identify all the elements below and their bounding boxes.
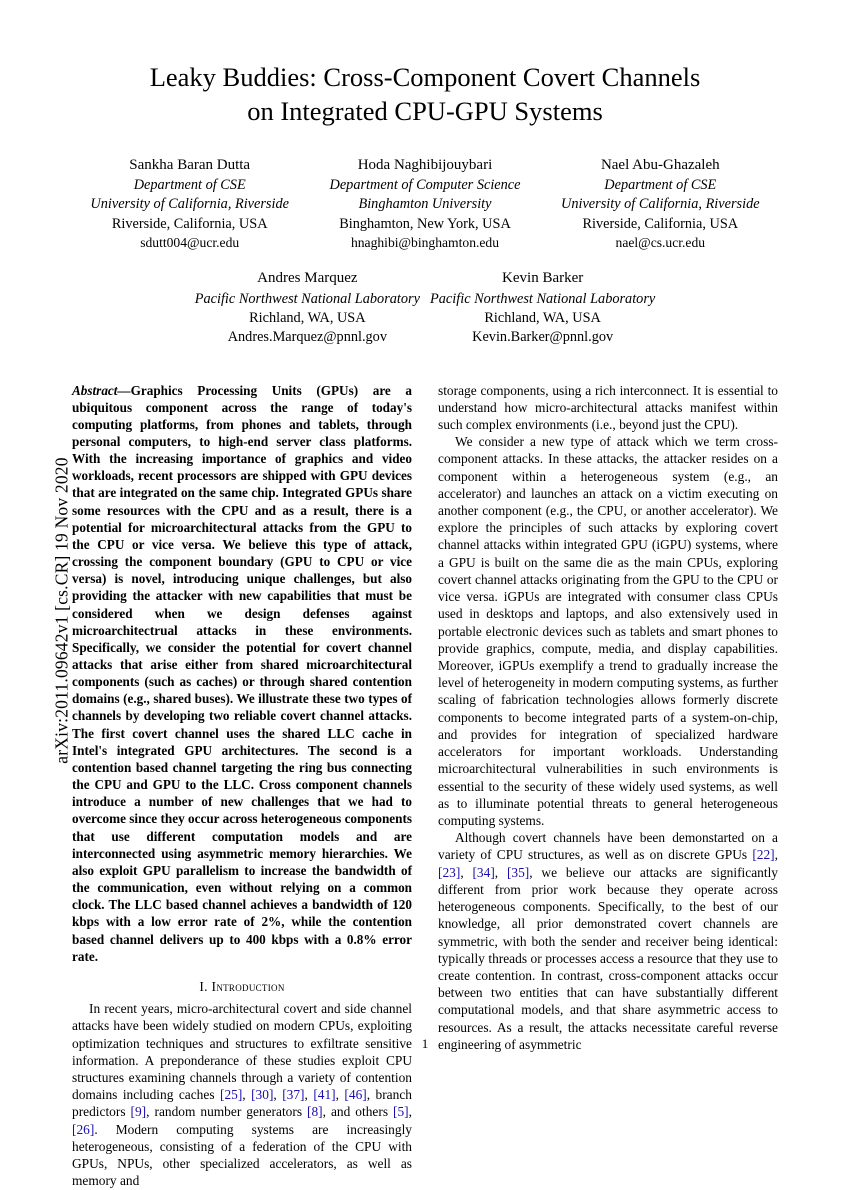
citation-link[interactable]: [25] (219, 1087, 243, 1103)
author-institution: Richland, WA, USA (484, 309, 601, 326)
author-4 (190, 268, 425, 347)
citation-link[interactable]: [8] (307, 1104, 323, 1120)
author-name: Sankha Baran Dutta (129, 156, 251, 173)
abstract-label: Abstract— (72, 382, 131, 398)
page-number: 1 (421, 1036, 429, 1051)
author-email[interactable]: sdutt004@ucr.edu (140, 235, 240, 251)
right-column (438, 382, 778, 1190)
citation-link[interactable]: [22] (752, 847, 775, 863)
body-columns (72, 382, 778, 1190)
author-affiliation: Department of Computer Science (329, 177, 521, 194)
paper-content (72, 60, 778, 1190)
author-affiliation: Pacific Northwest National Laboratory (194, 290, 420, 307)
author-3 (543, 155, 778, 252)
citation-link[interactable]: [34] (472, 864, 495, 880)
author-email[interactable]: nael@cs.ucr.edu (615, 235, 706, 251)
author-2 (307, 155, 542, 252)
section-title: Introduction (211, 978, 285, 994)
paragraph: storage components, using a rich interconnect. It is essential to understand how micro-architectural attacks manifest within such complex environments (i.e., beyond just the CPU). (438, 382, 778, 432)
author-name: Andres Marquez (257, 270, 358, 287)
author-name: Kevin Barker (502, 270, 584, 287)
author-row-2 (72, 268, 778, 347)
paragraph: We consider a new type of attack which we term cross-component attacks. In these attacks, the attacker resides on a component within a heterogeneous system (e.g., an accelerator) and launches an attack on a victim executing on another component (e.g., the CPU, or another accelerator). We explore the principles of such attacks by exploring covert channel attacks within integrated GPU (iGPU) systems, where a GPU is built on the same die as the main CPUs, exploring covert channel attacks originating from the GPU to the CPU or vice versa. iGPUs are integrated with consumer class CPUs used in desktops and laptops, and also extensively used in portable electronic devices such as tablets and smart phones to provide graphics, compute, media, and display capabilities. Moreover, iGPUs exemplify a trend to gradually increase the level of heterogeneity in modern computing systems, as further scaling of fabrication technologies allows formerly discrete components to become integrated parts of a system-on-chip, and provides for integration of specialized hardware accelerators for important workloads. Understanding microarchitectural vulnerabilities in such environments is essential to the security of these widely used systems, as well as to illuminate potential threats to general heterogeneous computing systems. (438, 434, 778, 828)
citation-link[interactable]: [46] (344, 1087, 367, 1103)
citation-link[interactable]: [23] (438, 864, 461, 880)
citation-link[interactable]: [35] (506, 864, 530, 880)
title-line-1: Leaky Buddies: Cross-Component Covert Channels (149, 62, 701, 92)
author-institution: Binghamton University (358, 196, 492, 213)
author-1 (72, 155, 307, 252)
title-line-2: on Integrated CPU-GPU Systems (247, 96, 603, 127)
author-location: Riverside, California, USA (582, 215, 739, 232)
section-heading-introduction (72, 978, 412, 995)
author-name: Hoda Naghibijouybari (357, 156, 493, 173)
citation-link[interactable]: [37] (282, 1087, 305, 1103)
page-title (72, 60, 778, 129)
author-affiliation: Department of CSE (133, 177, 246, 194)
author-institution: Richland, WA, USA (249, 309, 366, 326)
paragraph: Although covert channels have been demonstarted on a variety of CPU structures, as well as on discrete GPUs [22], [23], [34], [35], we believe our attacks are significantly different from prior work because they operate across heterogeneous components. Specifically, to the best of our knowledge, all prior demonstrated covert channels are symmetric, with both the sender and receiver being identical: typically threads or processes access a resource that they use to create contention. In contrast, cross-component attacks occur between two entities that can have substantially different computational models, and that share asymmetric access to resources. As a result, the attacks necessitate careful reverse engineering of asymmetric (438, 830, 778, 1052)
citation-link[interactable]: [30] (251, 1087, 274, 1103)
author-email[interactable]: Kevin.Barker@pnnl.gov (472, 329, 614, 346)
author-affiliation: Department of CSE (604, 177, 717, 194)
author-institution: University of California, Riverside (90, 196, 289, 213)
author-5 (425, 268, 660, 347)
section-number: I. (199, 978, 208, 994)
abstract (72, 382, 412, 965)
left-column (72, 382, 412, 1190)
citation-link[interactable]: [41] (313, 1087, 336, 1103)
author-location: Riverside, California, USA (111, 215, 268, 232)
arxiv-stamp: arXiv:2011.09642v1 [cs.CR] 19 Nov 2020 (51, 457, 72, 764)
author-institution: University of California, Riverside (561, 196, 760, 213)
row-spacer-left (73, 268, 190, 347)
author-block (72, 155, 778, 348)
author-email[interactable]: hnaghibi@binghamton.edu (350, 235, 500, 251)
author-name: Nael Abu-Ghazaleh (600, 156, 720, 173)
citation-link[interactable]: [5] (393, 1104, 409, 1120)
row-spacer-right (660, 268, 777, 347)
author-location: Binghamton, New York, USA (339, 215, 511, 232)
author-affiliation: Pacific Northwest National Laboratory (430, 290, 656, 307)
abstract-text: Graphics Processing Units (GPUs) are a ubiquitous component across the range of today's computing platforms, from phones and tablets, through personal computers, to high-end server class platforms. With the increasing importance of graphics and video workloads, recent processors are shipped with GPU devices that are integrated on the same chip. Integrated GPUs share some resources with the CPU and as a result, there is a potential for microarchitectural attacks from the GPU to the CPU or vice versa. We believe this type of attack, crossing the component boundary (GPU to CPU or vice versa) is novel, introducing unique challenges, but also providing the attacker with new capabilities that must be considered when we design defenses against microarchitectrual attacks in these environments. Specifically, we consider the potential for covert channel attacks that arise either from shared microarchitectural components (such as caches) or through shared contention domains (e.g., shared buses). We illustrate these two types of channels by developing two reliable covert channel attacks. The first covert channel uses the shared LLC cache in Intel's integrated GPU architectures. The second is a contention based channel targeting the ring bus connecting the CPU and GPU to the LLC. Cross component channels introduce a number of new challenges that we had to overcome since they occur across heterogeneous components that use different computation models and are interconnected using asymmetric memory hierarchies. We also exploit GPU parallelism to increase the bandwidth of the communication, even without relying on a common clock. The LLC based channel achieves a bandwidth of 120 kbps with a low error rate of 2%, while the contention based channel delivers up to 400 kbps with a 0.8% error rate. (72, 382, 412, 964)
author-row-1 (72, 155, 778, 252)
author-email[interactable]: Andres.Marquez@pnnl.gov (227, 329, 387, 346)
citation-link[interactable]: [9] (130, 1104, 147, 1120)
paragraph: In recent years, micro-architectural covert and side channel attacks have been widely studied on modern CPUs, exploiting optimization techniques and structures to exfiltrate sensitive information. A preponderance of these studies exploit CPU structures examining channels through a variety of contention domains including caches [25], [30], [37], [41], [46], branch predictors [9], random number generators [8], and others [5], [26]. Modern computing systems are increasingly heterogeneous, consisting of a federation of the CPU with GPUs, NPUs, other specialized accelerators, as well as memory and (72, 1001, 413, 1189)
citation-link[interactable]: [26] (72, 1121, 95, 1137)
